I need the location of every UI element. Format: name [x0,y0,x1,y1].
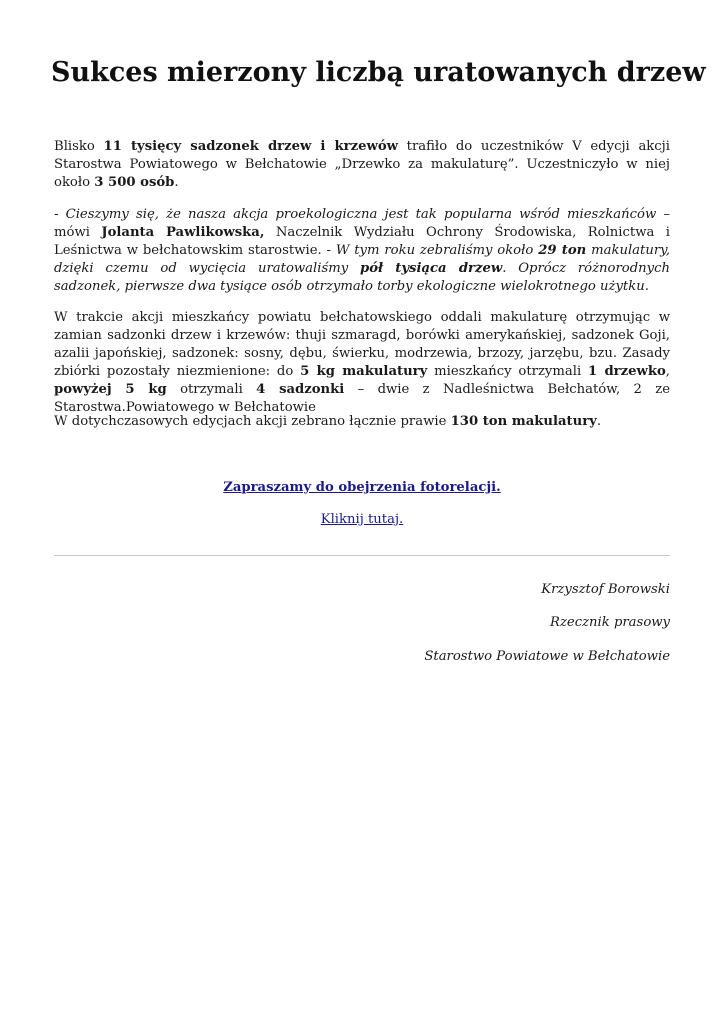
quote-bold-name: Jolanta Pawlikowska, [101,225,265,240]
click-link-row [54,511,670,529]
signature-name: Krzysztof Borowski [541,582,670,597]
intro-text-1: Blisko [54,139,104,154]
intro-text-2: trafiło do uczestników V edycji akcji Starostwa Powiatowego w Bełchatowie „Drzewko za makulaturę”. Uczestniczyło w niej około [54,139,670,190]
rules-bold-4seedlings: 4 sadzonki [256,382,345,397]
quote-bold-trees: pół tysiąca drzew [360,261,503,276]
click-here-link[interactable]: Kliknij tutaj. [320,512,404,527]
page-title: Sukces mierzony liczbą uratowanych drzew [51,57,706,88]
rules-text-5: – dwie z Nadleśnictwa Bełchatów, 2 ze Starostwa.Powiatowego w Bełchatowie [54,382,670,415]
rules-paragraph [54,309,670,417]
quote-italic-2: - W tym roku zebraliśmy około [326,243,539,258]
quote-italic-1: - Cieszymy się, że nasza akcja proekologiczna jest tak popularna wśród mieszkańców [54,207,657,222]
quote-text-1: – mówi [54,207,670,240]
summary-text-1: W dotychczasowych edycjach akcji zebrano łącznie prawie [54,414,451,429]
rules-bold-1tree: 1 drzewko [588,364,666,379]
quote-italic-4: . Oprócz różnorodnych sadzonek, pierwsze dwa tysiące osób otrzymało torby ekologiczne wielokrotnego użytku. [54,261,670,294]
quote-italic-3: makulatury, dzięki czemu od wycięcia uratowaliśmy [54,243,671,276]
rules-text-3: , [665,364,670,379]
rules-text-1: W trakcie akcji mieszkańcy powiatu bełchatowskiego oddali makulaturę otrzymując w zamian sadzonki drzew i krzewów: thuji szmaragd, borówki amerykańskiej, sadzonek Goji, azalii japońskiej, sadzonek: sosny, dębu, świerku, modrzewia, brzozy, jarzębu, bzu. Zasady zbiórki pozostały niezmienione: do [54,310,670,379]
intro-paragraph [54,138,670,192]
signature-role: Rzecznik prasowy [550,615,670,630]
rules-bold-5kg: 5 kg makulatury [300,364,428,379]
intro-text-3: . [174,175,179,190]
quote-bold-tons: 29 ton [538,243,587,258]
summary-paragraph [54,413,670,431]
quote-paragraph [54,206,670,296]
intro-bold-seedlings: 11 tysięcy sadzonek drzew i krzewów [103,139,398,154]
summary-bold-130tons: 130 ton makulatury [450,414,597,429]
rules-text-2: mieszkańcy otrzymali [427,364,589,379]
signature-org: Starostwo Powiatowe w Bełchatowie [424,649,670,664]
rules-bold-over5kg: powyżej 5 kg [54,382,167,397]
gallery-link[interactable]: Zapraszamy do obejrzenia fotorelacji. [223,480,501,495]
summary-text-2: . [596,414,602,429]
gallery-link-row [54,479,670,497]
quote-text-2: Naczelnik Wydziału Ochrony Środowiska, Rolnictwa i Leśnictwa w bełchatowskim starostwie. [54,225,670,258]
divider [54,555,670,556]
rules-text-4: otrzymali [166,382,257,397]
intro-bold-participants: 3 500 osób [94,175,175,190]
